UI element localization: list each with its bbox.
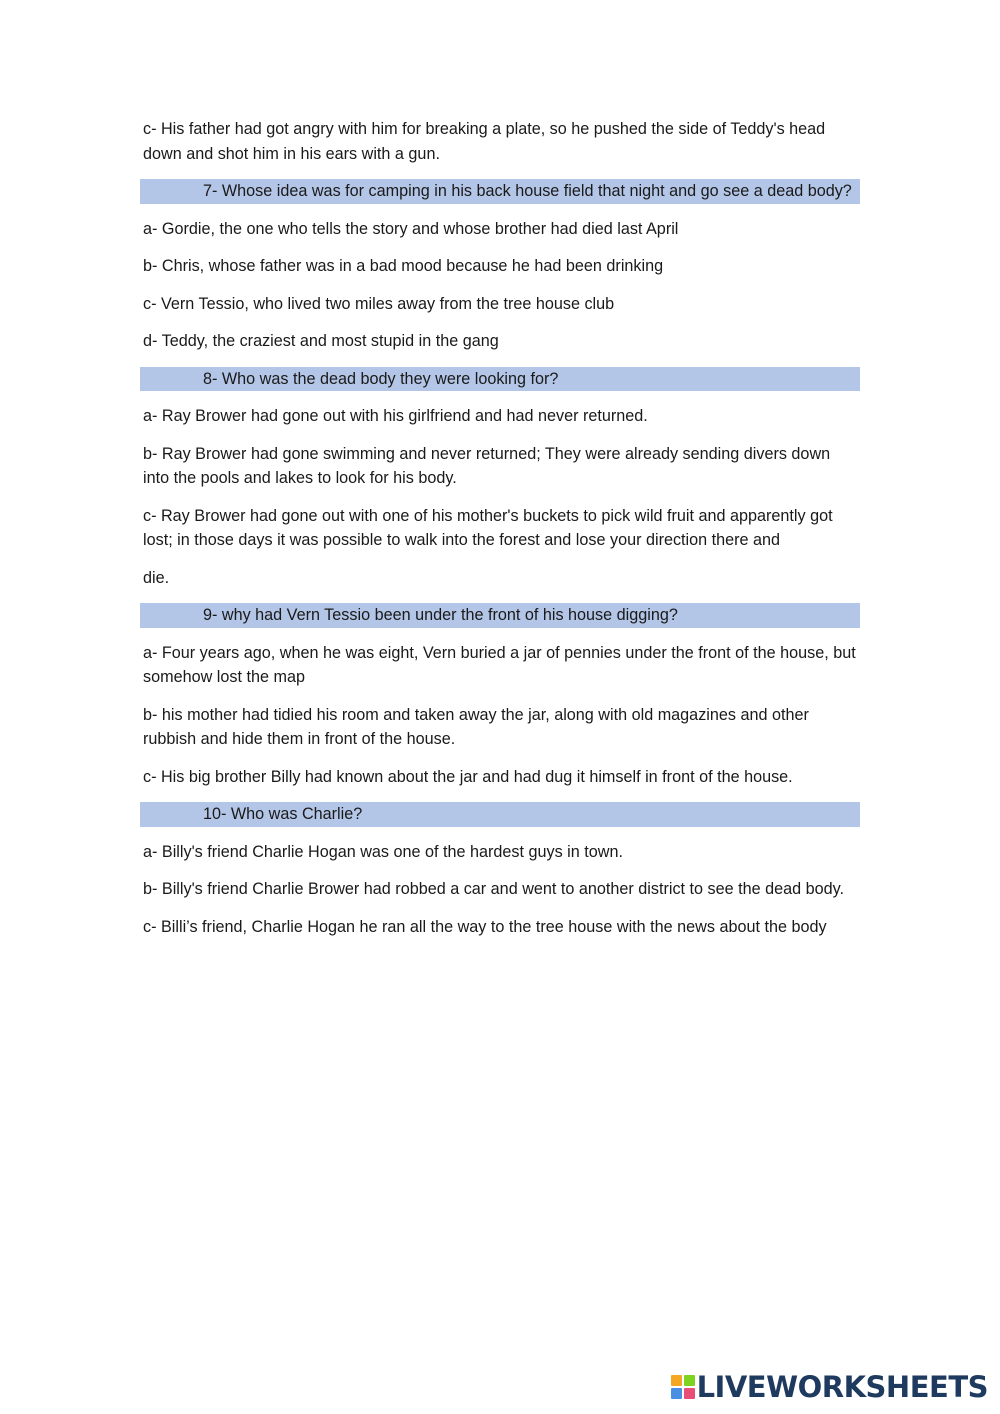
logo-block	[684, 1375, 695, 1386]
logo-block	[684, 1388, 695, 1399]
question-heading: 8- Who was the dead body they were looking for?	[140, 367, 860, 392]
logo-block	[671, 1388, 682, 1399]
question-heading: 7- Whose idea was for camping in his back house field that night and go see a dead body?	[140, 179, 860, 204]
logo-blocks-icon	[671, 1375, 695, 1399]
logo-text: LIVEWORKSHEETS	[696, 1370, 988, 1404]
answer-option: c- His father had got angry with him for breaking a plate, so he pushed the side of Teddy's head down and shot him in his ears with a gun.	[143, 120, 826, 163]
answer-option: d- Teddy, the craziest and most stupid in the gang	[143, 332, 499, 350]
answer-option: a- Four years ago, when he was eight, Vern buried a jar of pennies under the front of the house, but somehow lost the map	[143, 643, 856, 686]
answer-option: c- Vern Tessio, who lived two miles away from the tree house club	[143, 294, 615, 313]
answer-option: c- Billi’s friend, Charlie Hogan he ran all the way to the tree house with the news about the body	[143, 917, 827, 936]
question-heading: 10- Who was Charlie?	[140, 802, 860, 827]
answer-option: c- His big brother Billy had known about the jar and had dug it himself in front of the house.	[143, 767, 793, 786]
answer-option: c- Ray Brower had gone out with one of his mother's buckets to pick wild fruit and apparently got lost; in those days it was possible to walk into the forest and lose your direction there and	[143, 506, 833, 549]
answer-option: b- his mother had tidied his room and taken away the jar, along with old magazines and other rubbish and hide them in front of the house.	[143, 705, 809, 748]
question-heading: 9- why had Vern Tessio been under the front of his house digging?	[140, 603, 860, 628]
worksheet-content	[143, 117, 860, 952]
answer-option: b- Billy's friend Charlie Brower had robbed a car and went to another district to see the dead body.	[143, 880, 845, 898]
answer-option: b- Chris, whose father was in a bad mood because he had been drinking	[143, 257, 664, 275]
answer-option: a- Gordie, the one who tells the story and whose brother had died last April	[143, 219, 679, 238]
answer-option: a- Ray Brower had gone out with his girlfriend and had never returned.	[143, 407, 648, 425]
answer-option: b- Ray Brower had gone swimming and never returned; They were already sending divers down into the pools and lakes to look for his body.	[143, 444, 831, 487]
logo-block	[671, 1375, 682, 1386]
answer-option: a- Billy's friend Charlie Hogan was one of the hardest guys in town.	[143, 842, 623, 861]
liveworksheets-logo	[671, 1370, 988, 1404]
answer-option: die.	[143, 568, 170, 587]
